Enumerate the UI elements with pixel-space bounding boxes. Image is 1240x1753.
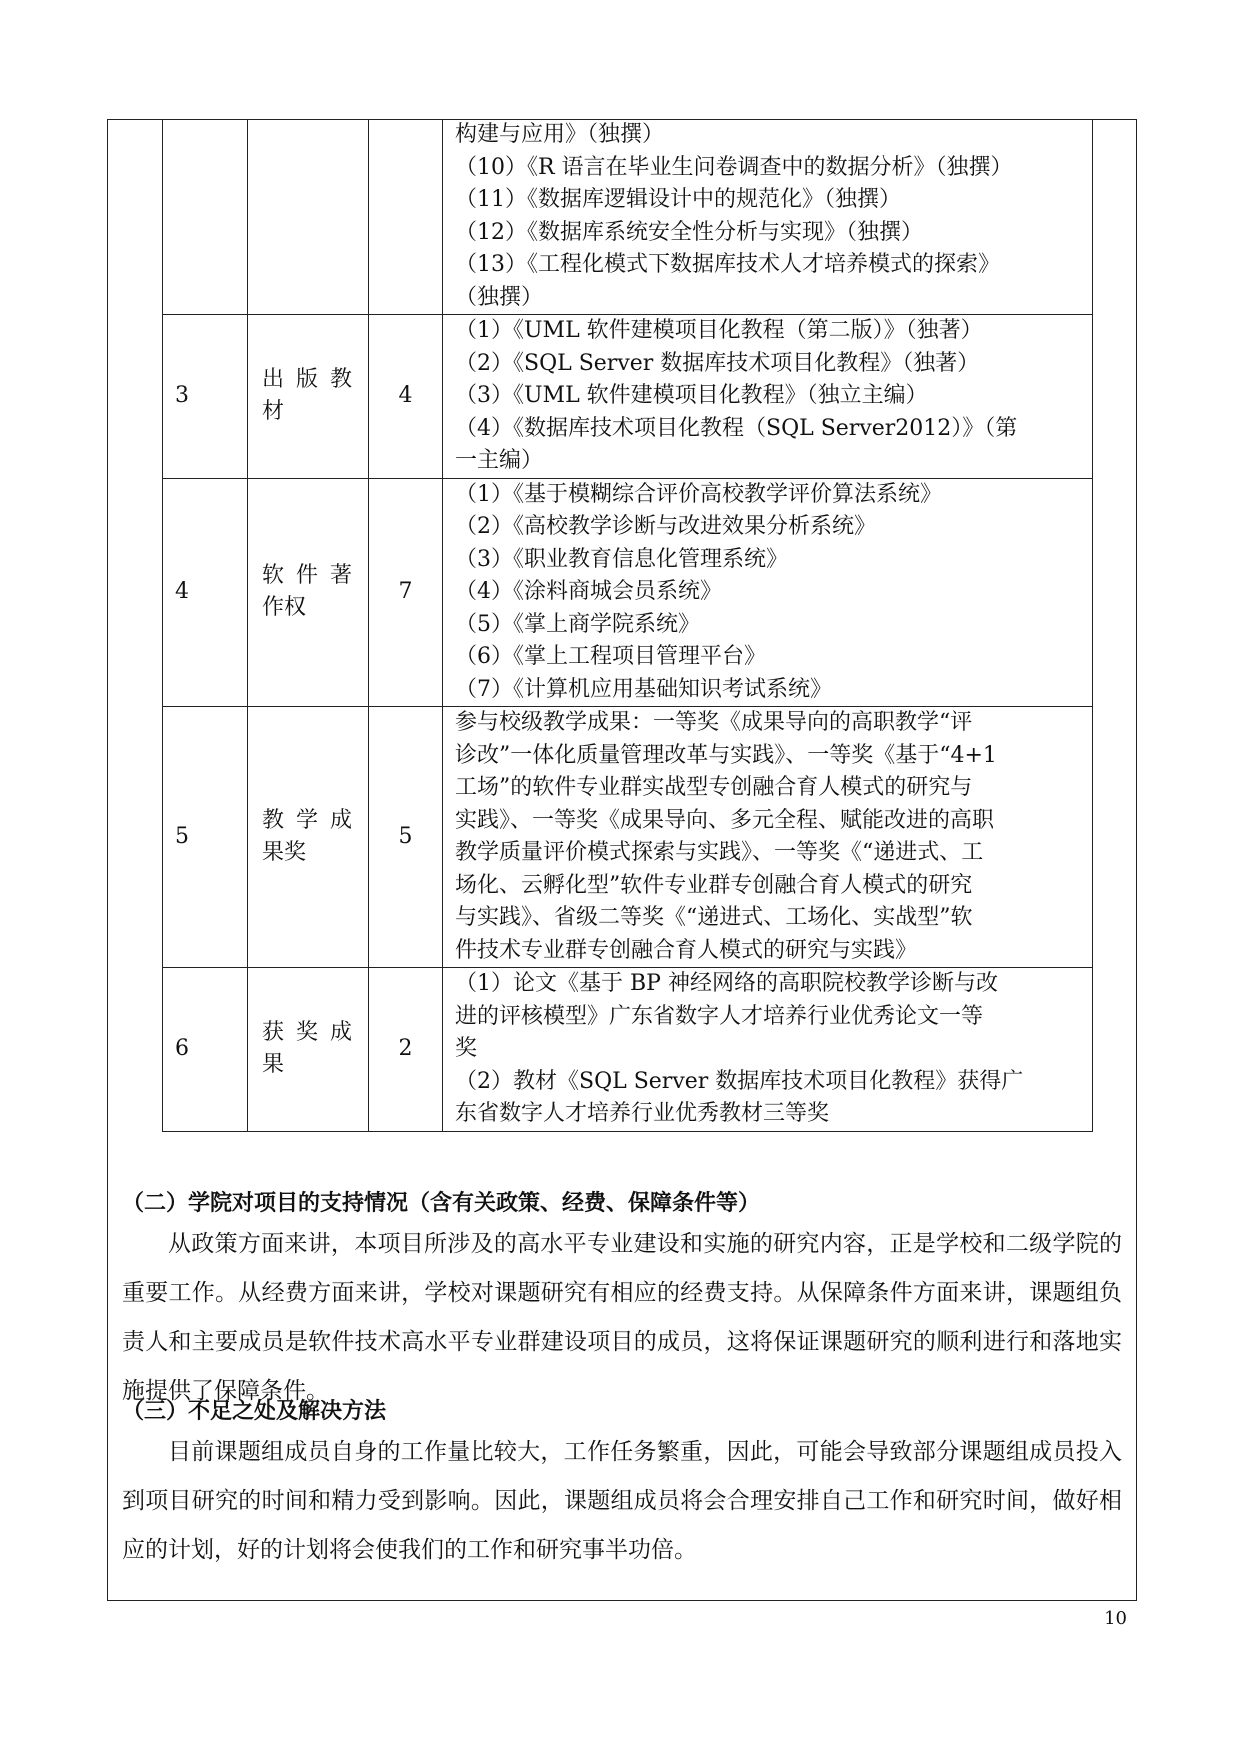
detail-line: 场化、云孵化型”软件专业群专创融合育人模式的研究	[455, 872, 973, 898]
row-category	[248, 119, 369, 315]
row-details	[443, 968, 1093, 1132]
row-category	[248, 478, 369, 707]
category-line-2: 果奖	[262, 840, 307, 865]
detail-line: 参与校级教学成果：一等奖《成果导向的高职教学“评	[455, 710, 973, 735]
detail-line: 诊改”一体化质量管理改革与实践》、一等奖《基于“4+1	[455, 742, 997, 768]
detail-line: （独撰）	[455, 284, 544, 310]
detail-line: 实践》、一等奖《成果导向、多元全程、赋能改进的高职	[455, 807, 995, 833]
section-shortcomings-title: （三）不足之处及解决方法	[122, 1399, 387, 1424]
section-shortcomings	[122, 1396, 1122, 1575]
category-line-1: 教学成	[262, 807, 365, 833]
detail-line: 构建与应用》（独撰）	[455, 122, 665, 147]
section-support-body: 从政策方面来讲，本项目所涉及的高水平专业建设和实施的研究内容，正是学校和二级学院的重要工作。从经费方面来讲，学校对课题研究有相应的经费支持。从保障条件方面来讲，课题组负责人和主要成员是软件技术高水平专业群建设项目的成员，这将保证课题研究的顺利进行和落地实施提供了保障条件。	[122, 1231, 1122, 1404]
table-row	[163, 119, 1093, 315]
row-category	[248, 968, 369, 1132]
detail-line: （2）教材《SQL Server 数据库技术项目化教程》获得广	[455, 1068, 1024, 1094]
page-number: 10	[1104, 1608, 1127, 1629]
category-line-2: 材	[262, 399, 285, 425]
category-line-2: 果	[262, 1052, 285, 1078]
section-support	[122, 1188, 1122, 1416]
detail-line: 教学质量评价模式探索与实践》、一等奖《“递进式、工	[455, 840, 984, 865]
category-line-1: 出版教	[262, 366, 365, 392]
table-row	[163, 478, 1093, 707]
detail-line: （4）《数据库技术项目化教程（SQL Server2012）》（第	[455, 415, 1018, 441]
detail-line: （11）《数据库逻辑设计中的规范化》（独撰）	[455, 187, 901, 212]
detail-line: （2）《SQL Server 数据库技术项目化教程》（独著）	[455, 350, 980, 376]
row-category	[248, 315, 369, 479]
row-count: 2	[369, 968, 443, 1132]
section-shortcomings-body: 目前课题组成员自身的工作量比较大，工作任务繁重，因此，可能会导致部分课题组成员投入到项目研究的时间和精力受到影响。因此，课题组成员将会合理安排自己工作和研究时间，做好相应的计划，好的计划将会使我们的工作和研究事半功倍。	[122, 1439, 1122, 1563]
row-details	[443, 119, 1093, 315]
detail-line: 东省数字人才培养行业优秀教材三等奖	[455, 1101, 830, 1126]
detail-line: 件技术专业群专创融合育人模式的研究与实践》	[455, 937, 918, 963]
row-details	[443, 707, 1093, 968]
detail-line: （13）《工程化模式下数据库技术人才培养模式的探索》	[455, 252, 1000, 277]
detail-line: 与实践》、省级二等奖《“递进式、工场化、实战型”软	[455, 905, 973, 930]
row-number: 6	[163, 968, 248, 1132]
row-details	[443, 478, 1093, 707]
row-count: 5	[369, 707, 443, 968]
category-line-2: 作权	[262, 595, 307, 621]
row-count: 4	[369, 315, 443, 479]
detail-line: 进的评核模型》广东省数字人才培养行业优秀论文一等	[455, 1003, 984, 1029]
detail-line: （3）《职业教育信息化管理系统》	[455, 546, 788, 572]
row-number: 3	[163, 315, 248, 479]
row-number: 4	[163, 478, 248, 707]
row-number: 5	[163, 707, 248, 968]
detail-line: 一主编）	[455, 448, 544, 473]
detail-line: （7）《计算机应用基础知识考试系统》	[455, 676, 832, 702]
section-support-title: （二）学院对项目的支持情况（含有关政策、经费、保障条件等）	[122, 1191, 761, 1216]
detail-line: 奖	[455, 1036, 478, 1061]
achievements-table	[162, 119, 1093, 1132]
detail-line: （1）《UML 软件建模项目化教程（第二版）》（独著）	[455, 318, 983, 343]
row-details	[443, 315, 1093, 479]
table-row	[163, 707, 1093, 968]
detail-line: （3）《UML 软件建模项目化教程》（独立主编）	[455, 383, 928, 408]
detail-line: （12）《数据库系统安全性分析与实现》（独撰）	[455, 219, 923, 245]
detail-line: （4）《涂料商城会员系统》	[455, 579, 722, 604]
detail-line: （5）《掌上商学院系统》	[455, 611, 700, 637]
detail-line: 工场”的软件专业群实战型专创融合育人模式的研究与	[455, 775, 973, 800]
row-category	[248, 707, 369, 968]
detail-line: （1）论文《基于 BP 神经网络的高职院校教学诊断与改	[455, 971, 998, 996]
category-line-1: 获奖成	[262, 1019, 365, 1045]
detail-line: （10）《R 语言在毕业生问卷调查中的数据分析》（独撰）	[455, 154, 1013, 180]
row-count: 7	[369, 478, 443, 707]
detail-line: （6）《掌上工程项目管理平台》	[455, 644, 766, 669]
category-line-1: 软件著	[262, 562, 365, 588]
detail-line: （2）《高校教学诊断与改进效果分析系统》	[455, 514, 876, 539]
table-row	[163, 968, 1093, 1132]
row-count	[369, 119, 443, 315]
row-number	[163, 119, 248, 315]
detail-line: （1）《基于模糊综合评价高校教学评价算法系统》	[455, 481, 942, 507]
table-row	[163, 315, 1093, 479]
